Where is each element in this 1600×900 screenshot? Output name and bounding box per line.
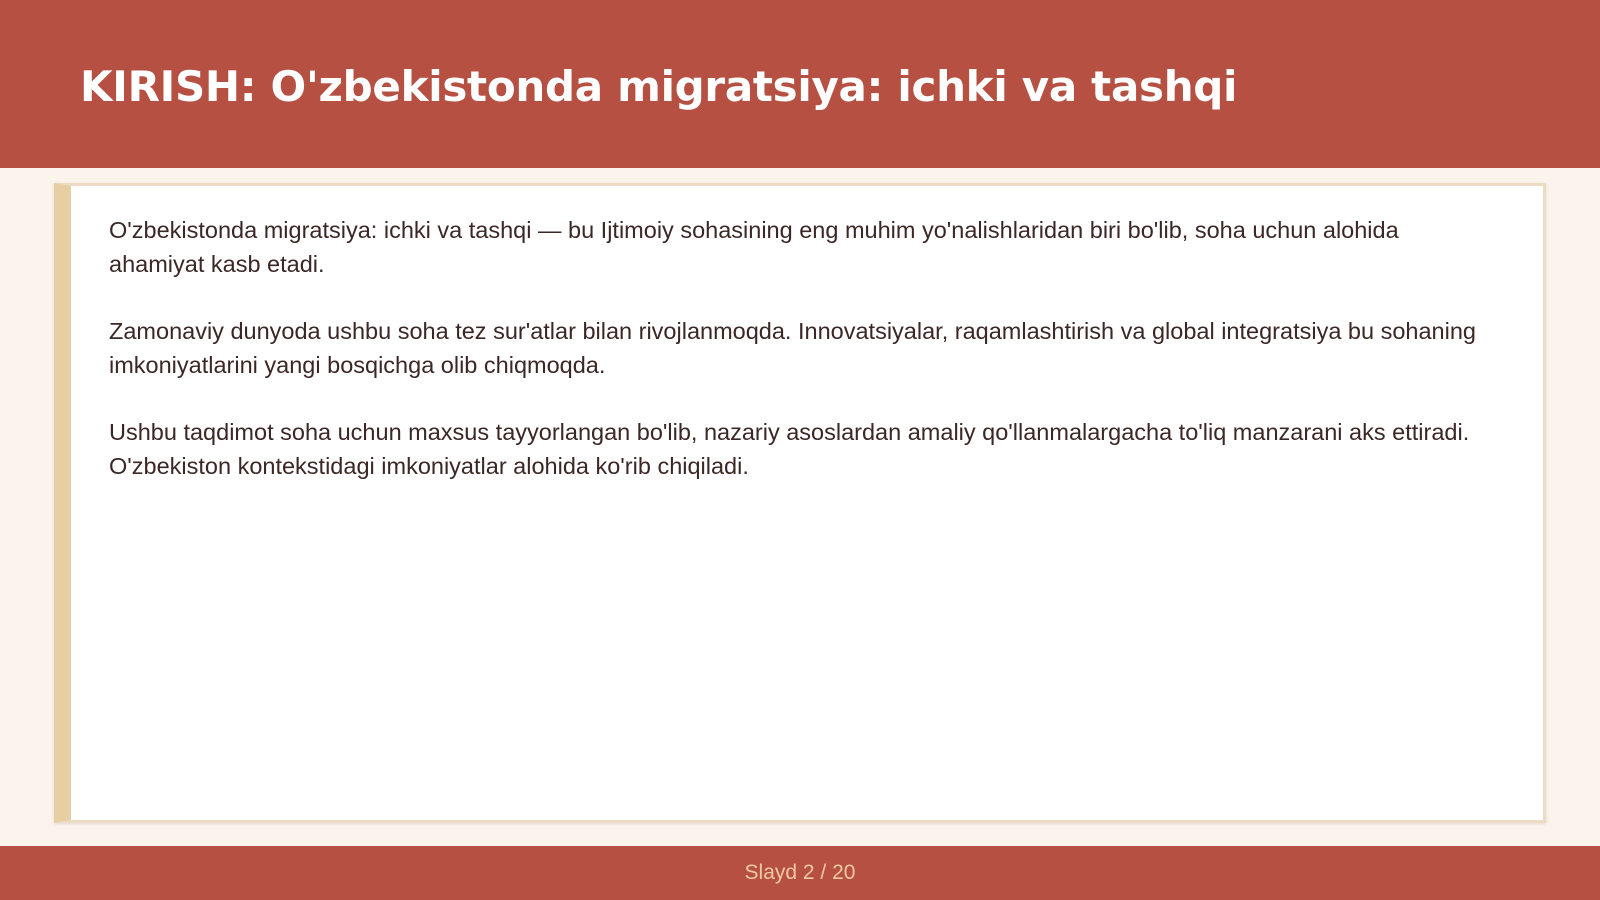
paragraph-modern-world: Zamonaviy dunyoda ushbu soha tez sur'atlar bilan rivojlanmoqda. Innovatsiyalar, raqamlashtirish va global integratsiya bu sohaning imkoniyatlarini yangi bosqichga olib chiqmoqda. xyxy=(109,318,1476,378)
content-body xyxy=(109,213,1489,516)
slide-title: KIRISH: O'zbekistonda migratsiya: ichki va tashqi xyxy=(80,62,1238,111)
slide-number: Slayd 2 / 20 xyxy=(744,861,856,884)
paragraph-intro: O'zbekistonda migratsiya: ichki va tashqi — bu Ijtimoiy sohasining eng muhim yo'nalishlaridan biri bo'lib, soha uchun alohida ahamiyat kasb etadi. xyxy=(109,217,1399,277)
content-card xyxy=(54,183,1546,823)
slide-header xyxy=(0,0,1600,168)
slide-footer xyxy=(0,846,1600,900)
paragraph-presentation-purpose: Ushbu taqdimot soha uchun maxsus tayyorlangan bo'lib, nazariy asoslardan amaliy qo'llanmalargacha to'liq manzarani aks ettiradi. O'zbekiston kontekstidagi imkoniyatlar alohida ko'rib chiqiladi. xyxy=(109,419,1470,479)
